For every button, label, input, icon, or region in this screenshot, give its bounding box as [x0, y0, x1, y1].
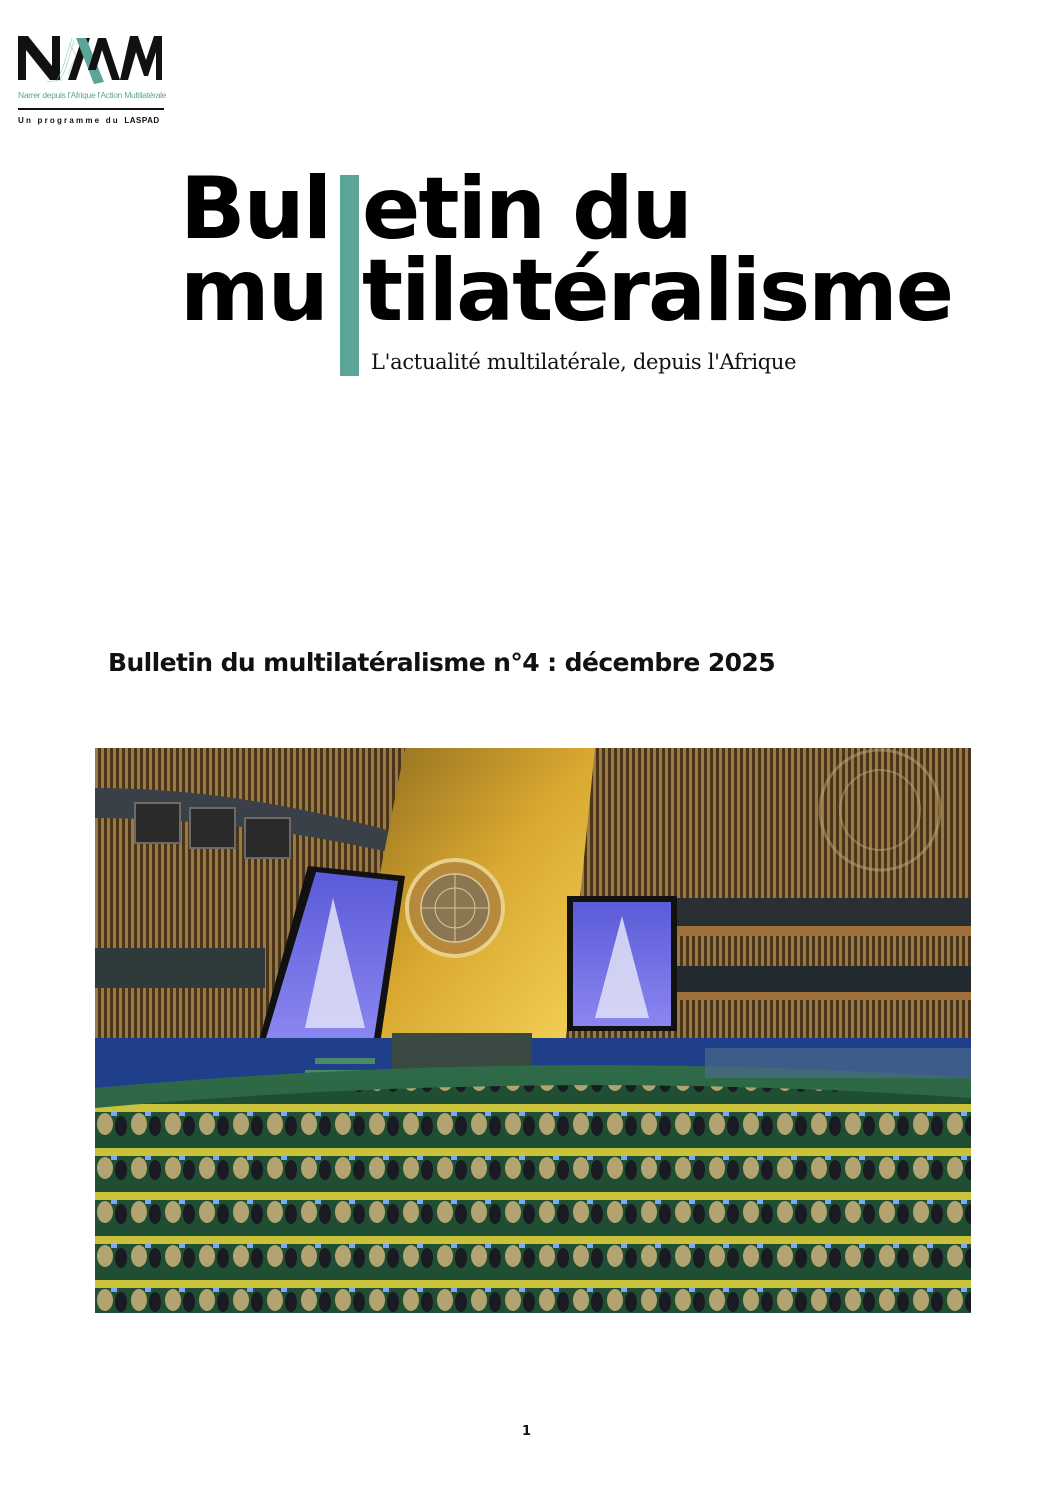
logo-tagline: Narrer depuis l'Afrique l'Action Multilatérale: [18, 90, 167, 100]
masthead-title-line2-start: mu: [180, 241, 327, 341]
masthead-subtitle: L'actualité multilatérale, depuis l'Afrique: [371, 350, 797, 374]
logo-program-brand: LASPAD: [124, 116, 160, 125]
cover-photo: [95, 748, 971, 1313]
masthead-title-line1-end: etin du: [362, 159, 691, 259]
masthead-title-line2-end: tilatéralisme: [362, 241, 953, 341]
page-number: 1: [522, 1424, 532, 1439]
masthead: [0, 0, 1058, 400]
issue-title: Bulletin du multilatéralisme n°4 : décembre 2025: [108, 648, 776, 677]
logo-program-prefix: Un programme du: [18, 116, 120, 125]
masthead-accent-bar: [340, 175, 359, 376]
general-assembly-photo-icon: [95, 748, 971, 1313]
masthead-title-line1-start: Bul: [180, 159, 331, 259]
